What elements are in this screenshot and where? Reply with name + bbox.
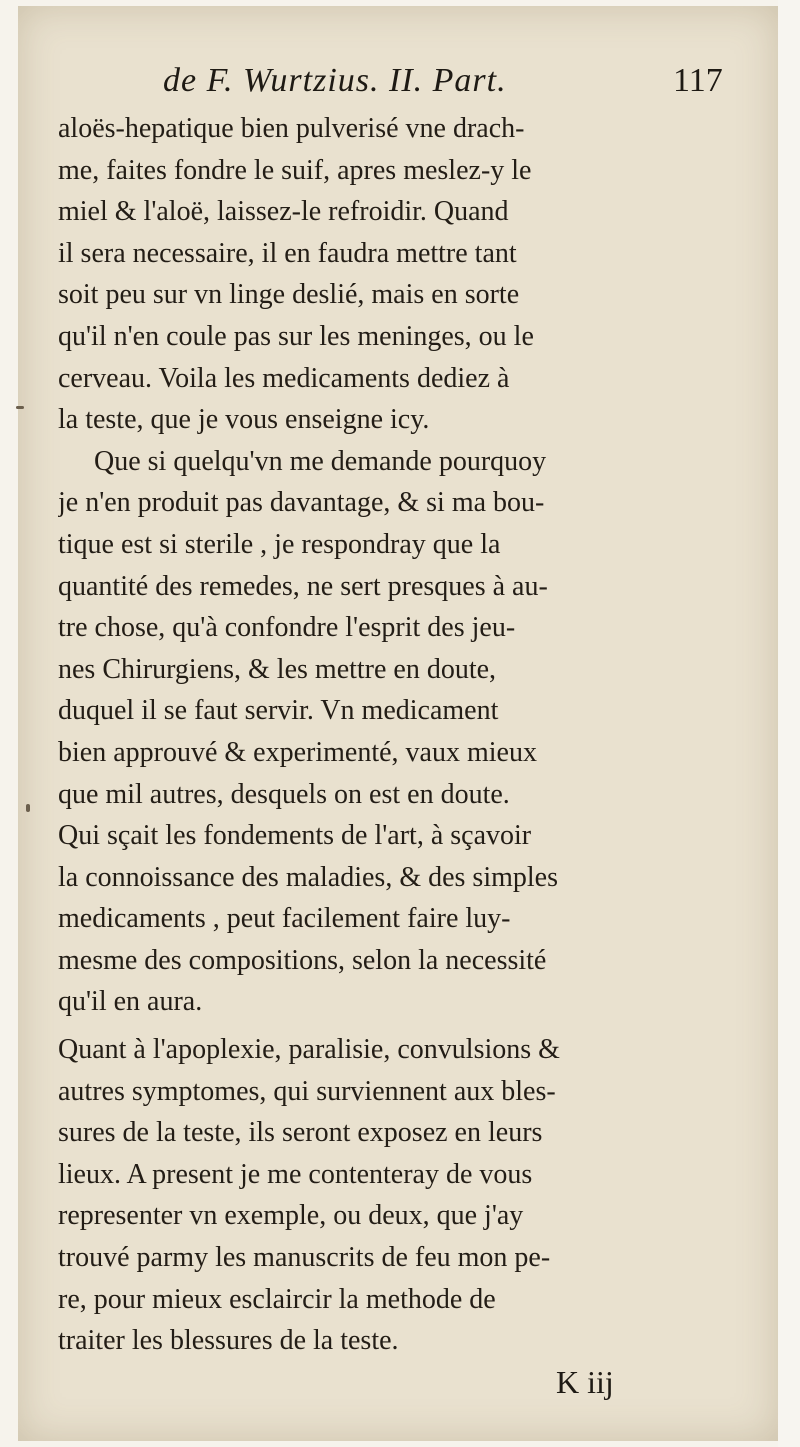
text-line: sures de la teste, ils seront exposez en leurs: [58, 1117, 543, 1149]
text-line: autres symptomes, qui surviennent aux bles-: [58, 1075, 556, 1107]
text-line: qu'il en aura.: [58, 986, 203, 1018]
text-line: lieux. A present je me contenteray de vous: [58, 1158, 533, 1190]
body-text: [58, 108, 768, 1362]
text-line: bien approuvé & experimenté, vaux mieux: [58, 736, 537, 768]
text-line: representer vn exemple, ou deux, que j'ay: [58, 1200, 524, 1232]
paragraph-start-line: Quant à l'apoplexie, paralisie, convulsions &: [58, 1034, 560, 1066]
ink-smudge: [16, 406, 24, 409]
text-line: quantité des remedes, ne sert presques à au-: [58, 570, 548, 602]
text-line: me, faites fondre le suif, apres meslez-y le: [58, 154, 532, 186]
text-line: qu'il n'en coule pas sur les meninges, ou le: [58, 320, 534, 352]
text-line: la connoissance des maladies, & des simples: [58, 861, 558, 893]
text-line: que mil autres, desquels on est en doute.: [58, 778, 510, 810]
running-header: [18, 54, 778, 110]
text-line: tre chose, qu'à confondre l'esprit des jeu-: [58, 612, 516, 644]
text-line: cerveau. Voila les medicaments dediez à: [58, 362, 510, 394]
text-line: re, pour mieux esclaircir la methode de: [58, 1283, 496, 1315]
ink-smudge: [26, 804, 30, 812]
text-line: la teste, que je vous enseigne icy.: [58, 404, 430, 436]
text-line: nes Chirurgiens, & les mettre en doute,: [58, 653, 497, 685]
text-line: il sera necessaire, il en faudra mettre tant: [58, 237, 517, 269]
text-line: duquel il se faut servir. Vn medicament: [58, 695, 499, 727]
text-line: aloës-hepatique bien pulverisé vne drach-: [58, 113, 525, 144]
text-line: Qui sçait les fondements de l'art, à sçavoir: [58, 820, 532, 852]
book-page: [18, 6, 778, 1441]
text-line: mesme des compositions, selon la necessité: [58, 944, 547, 976]
text-line: trouvé parmy les manuscrits de feu mon pe-: [58, 1242, 551, 1274]
text-line: soit peu sur vn linge deslié, mais en sorte: [58, 279, 520, 311]
text-line: tique est si sterile , je respondray que la: [58, 528, 501, 560]
page-number: 117: [673, 62, 723, 99]
text-line: medicaments , peut facilement faire luy-: [58, 903, 511, 935]
page-margin-edge: [778, 0, 800, 1447]
paragraph-start-line: Que si quelqu'vn me demande pourquoy: [94, 445, 547, 477]
text-line: je n'en produit pas davantage, & si ma bou-: [58, 487, 545, 519]
signature-mark: K iij: [556, 1364, 614, 1400]
text-line: traiter les blessures de la teste.: [58, 1325, 399, 1357]
text-line: miel & l'aloë, laissez-le refroidir. Quand: [58, 196, 509, 228]
header-title: de F. Wurtzius. II. Part.: [163, 62, 507, 99]
